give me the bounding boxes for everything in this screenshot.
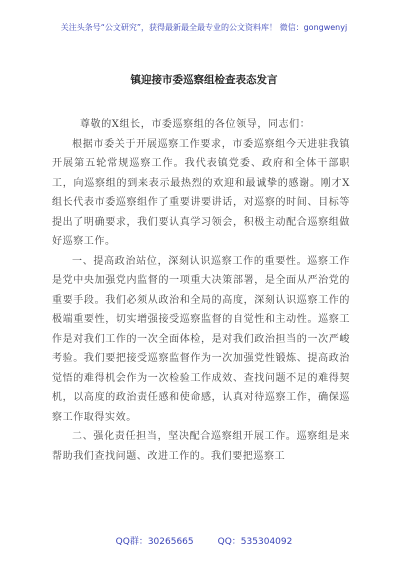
- paragraph-intro: 根据市委关于开展巡察工作要求，市委巡察组今天进驻我镇开展第五轮常规巡察工作。我代表镇党委、政府和全体干部职工，向巡察组的到来表示最热烈的欢迎和最诚挚的感谢。刚才X组长代表市委巡察组作了重要讲要讲话，对巡察的时间、目标等提出了明确要求，我们要认真学习领会，积极主动配合巡察组做好巡察工作。: [52, 138, 350, 247]
- document-title: 镇迎接市委巡察组检查表态发言: [130, 74, 278, 86]
- paragraph-section-one: 一、提高政治站位，深刻认识巡察工作的重要性。巡察工作是党中央加强党内监督的一项重大决策部署，是全面从严治党的重要手段。我们必须从政治和全局的高度，深刻认识巡察工作的极端重要性，切实增强接受巡察监督的自觉性和主动性。巡察工作是对我们工作的一次全面体检，是对我们政治担当的一次严峻考验。我们要把接受巡察监督作为一次加强党性锻炼、提高政治觉悟的难得机会作为一次检验工作成效、查找问题不足的难得契机，以高度的政治责任感和使命感，认真对待巡察工作，确保巡察工作取得实效。: [52, 255, 350, 423]
- salutation: 尊敬的X组长，市委巡察组的各位领导，同志们：: [80, 119, 311, 130]
- footer-qq: QQ：535304092: [217, 537, 293, 547]
- footer-contact: [0, 534, 408, 547]
- footer-qq-group: QQ群：30265665: [115, 537, 194, 547]
- paragraph-section-two: 二、强化责任担当，坚决配合巡察组开展工作。巡察组是来帮助我们查找问题、改进工作的。我们要把巡察工: [52, 431, 350, 462]
- document-body: [52, 115, 350, 466]
- header-promo-text: 关注头条号“公文研究”，获得最新最全最专业的公文资料库！ 微信：gongwenyj: [60, 23, 348, 32]
